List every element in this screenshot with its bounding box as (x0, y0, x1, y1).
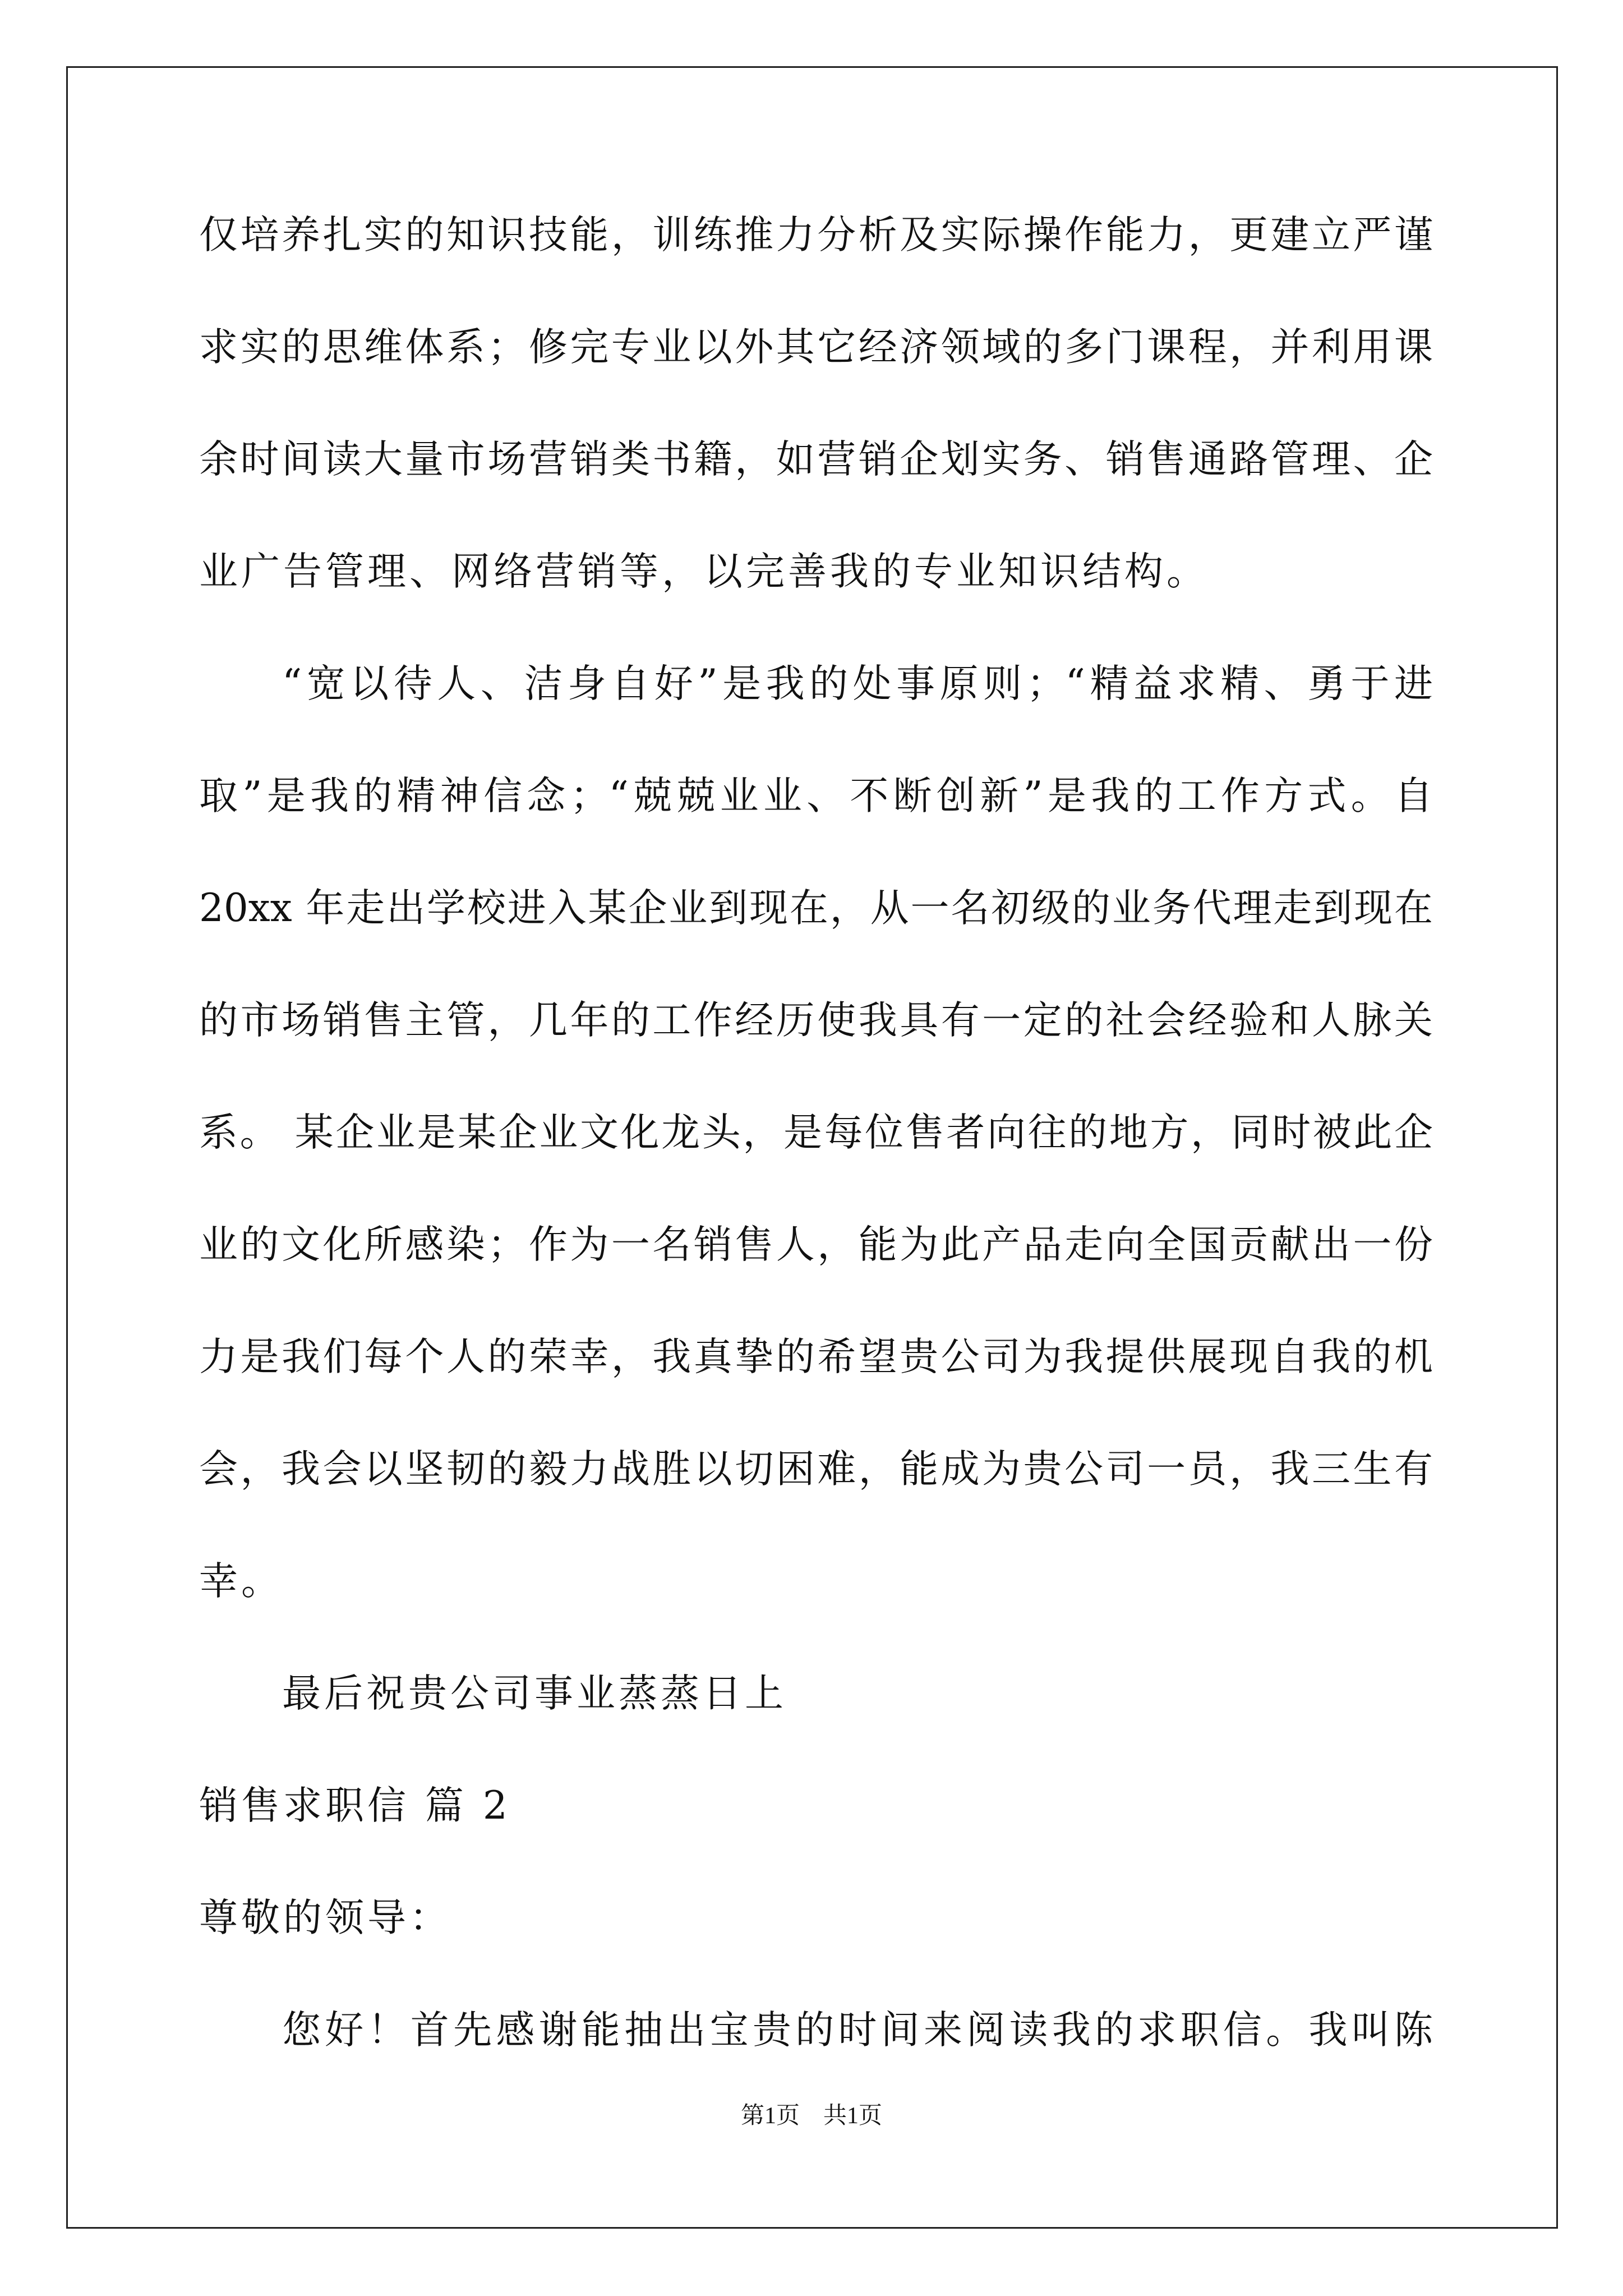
closing-wish: 最后祝贵公司事业蒸蒸日上 (282, 1671, 787, 1716)
body-line-8: 的市场销售主管，几年的工作经历使我具有一定的社会经验和人脉关 (199, 998, 1433, 1043)
body-line-4: 业广告管理、网络营销等，以完善我的专业知识结构。 (199, 549, 1209, 594)
body-line-9: 系。 某企业是某企业文化龙头，是每位售者向往的地方，同时被此企 (199, 1110, 1433, 1155)
body-line-10: 业的文化所感染；作为一名销售人，能为此产品走向全国贡献出一份 (199, 1222, 1433, 1267)
body-line-greeting: 您好！首先感谢能抽出宝贵的时间来阅读我的求职信。我叫陈 (282, 2008, 1433, 2053)
body-line-7: 20xx 年走出学校进入某企业到现在，从一名初级的业务代理走到现在 (199, 886, 1433, 931)
section-heading: 销售求职信 篇 2 (199, 1783, 511, 1828)
body-line-13: 幸。 (199, 1559, 283, 1604)
body-line-1: 仅培养扎实的知识技能，训练推力分析及实际操作能力，更建立严谨 (199, 213, 1433, 257)
body-line-12: 会，我会以坚韧的毅力战胜以切困难，能成为贵公司一员，我三生有 (199, 1447, 1433, 1492)
body-line-2: 求实的思维体系；修完专业以外其它经济领域的多门课程，并利用课 (199, 325, 1433, 370)
page-footer: 第1页 共1页 (740, 2103, 882, 2129)
salutation: 尊敬的领导： (199, 1895, 451, 1940)
body-line-6: 取”是我的精神信念；“兢兢业业、不断创新”是我的工作方式。自 (199, 774, 1433, 818)
body-line-11: 力是我们每个人的荣幸，我真挚的希望贵公司为我提供展现自我的机 (199, 1335, 1433, 1379)
body-line-5: “宽以待人、洁身自好”是我的处事原则；“精益求精、勇于进 (282, 661, 1433, 706)
body-line-3: 余时间读大量市场营销类书籍，如营销企划实务、销售通路管理、企 (199, 437, 1433, 482)
